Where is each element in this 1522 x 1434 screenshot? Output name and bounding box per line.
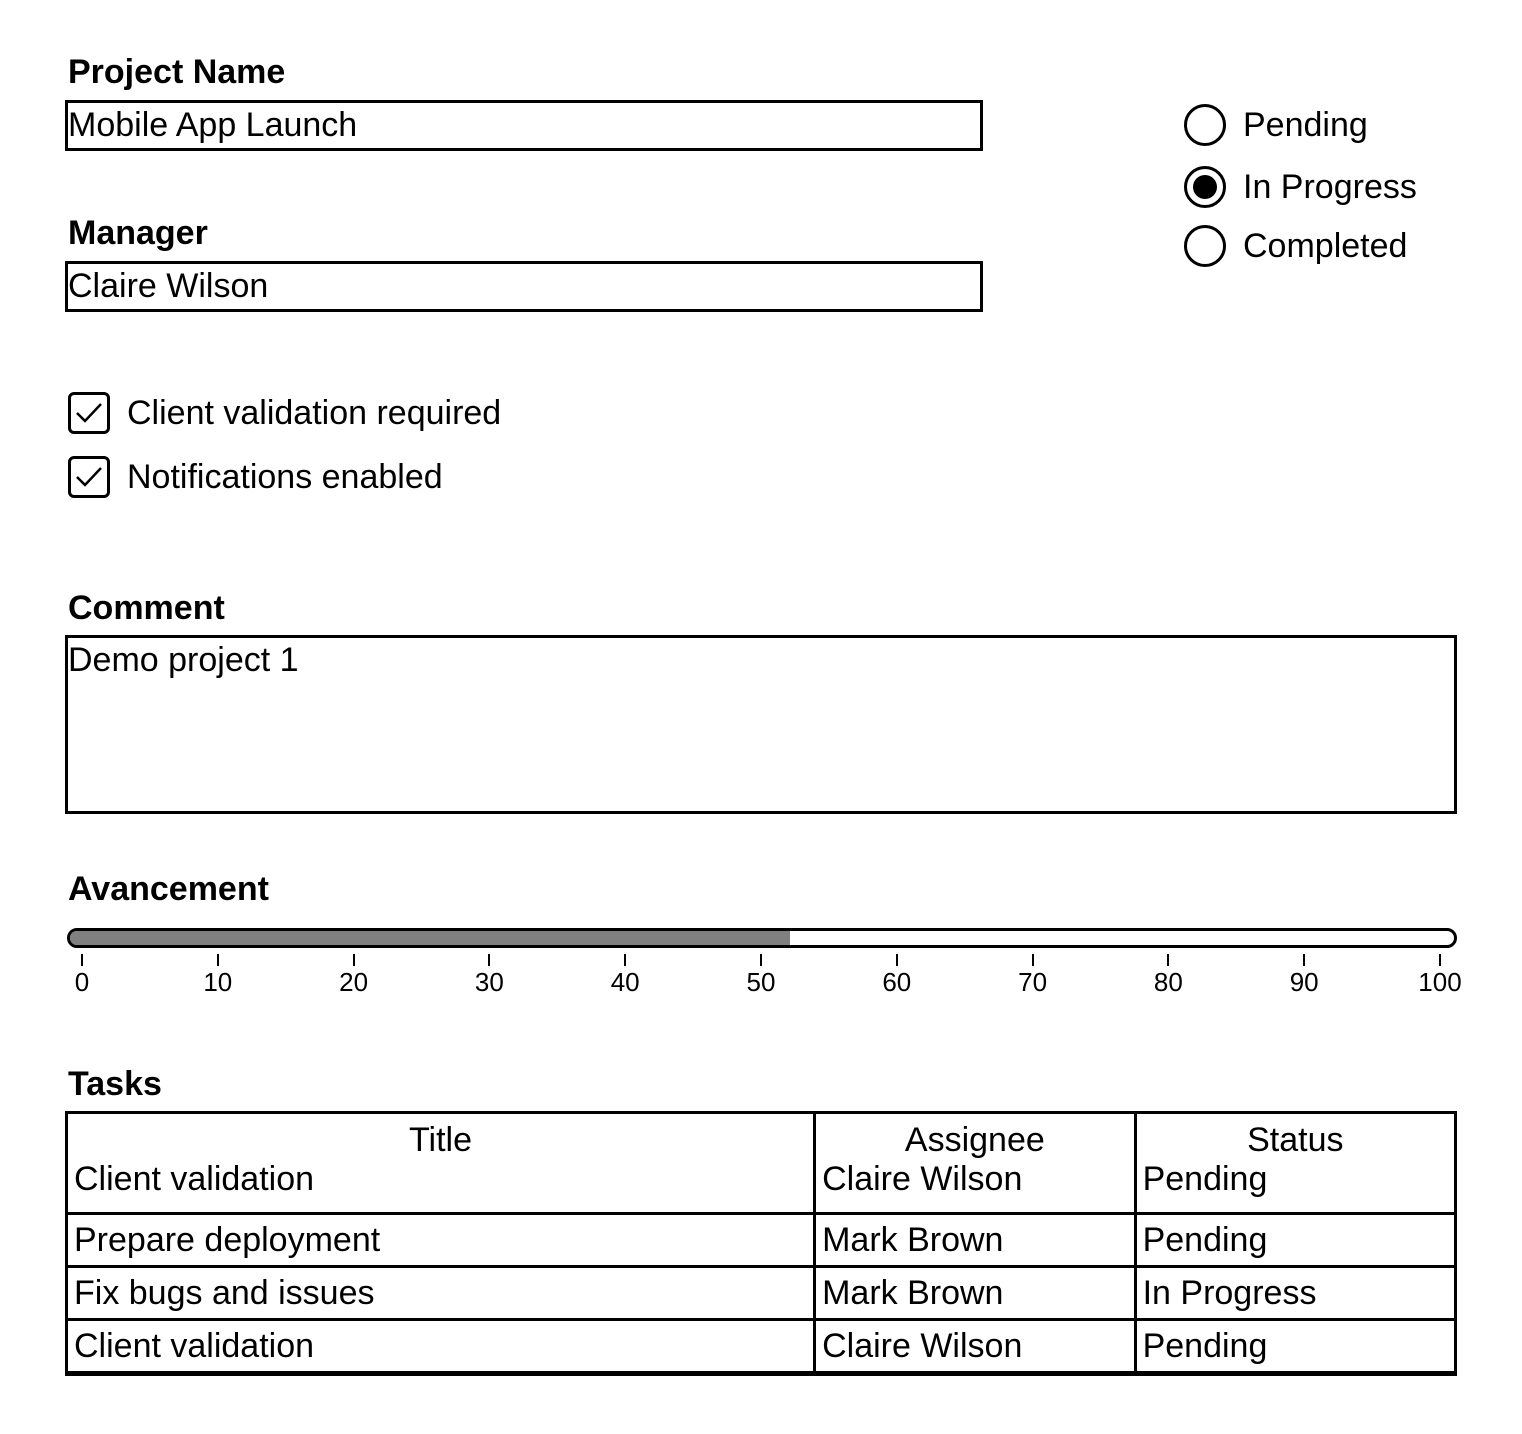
- progress-tick-label: 90: [1289, 967, 1319, 997]
- task-title-cell: Prepare deployment: [67, 1214, 815, 1267]
- progress-slider-fill: [70, 931, 790, 945]
- progress-tick: [1303, 954, 1305, 966]
- progress-tick-label: 0: [74, 967, 90, 997]
- task-assignee-cell: Claire Wilson: [815, 1320, 1136, 1374]
- task-assignee-cell: Mark Brown: [815, 1214, 1136, 1267]
- progress-label: Avancement: [68, 870, 269, 908]
- table-header-row: [67, 1113, 1456, 1161]
- progress-tick: [353, 954, 355, 966]
- task-title-cell: Fix bugs and issues: [67, 1267, 815, 1320]
- progress-tick-label: 70: [1018, 967, 1048, 997]
- task-assignee-cell: Mark Brown: [815, 1267, 1136, 1320]
- task-status-cell: In Progress: [1135, 1267, 1455, 1320]
- radio-pending-button[interactable]: [1184, 104, 1226, 146]
- progress-tick: [1439, 954, 1441, 966]
- table-row[interactable]: [67, 1267, 1456, 1320]
- task-status-cell: Pending: [1135, 1214, 1455, 1267]
- progress-tick-label: 20: [339, 967, 369, 997]
- progress-tick-label: 10: [203, 967, 233, 997]
- radio-in-progress-label: In Progress: [1243, 167, 1417, 206]
- task-status-cell: Pending: [1135, 1160, 1455, 1214]
- progress-tick-label: 60: [882, 967, 912, 997]
- task-assignee-cell: Claire Wilson: [815, 1160, 1136, 1214]
- progress-tick: [81, 954, 83, 966]
- project-name-input[interactable]: Mobile App Launch: [65, 100, 983, 151]
- checkbox-client-validation[interactable]: [68, 392, 501, 434]
- progress-tick-label: 100: [1418, 967, 1462, 997]
- column-header-title[interactable]: Title: [409, 1121, 473, 1159]
- project-name-label: Project Name: [68, 53, 286, 91]
- tasks-table: [65, 1111, 1457, 1376]
- task-status-cell: Pending: [1135, 1320, 1455, 1374]
- column-header-status[interactable]: Status: [1135, 1113, 1455, 1161]
- task-title-cell: Client validation: [67, 1320, 815, 1374]
- table-row[interactable]: [67, 1320, 1456, 1374]
- manager-label: Manager: [68, 214, 208, 252]
- tasks-label: Tasks: [68, 1065, 162, 1103]
- table-row[interactable]: [67, 1214, 1456, 1267]
- radio-completed-label: Completed: [1243, 226, 1408, 265]
- progress-tick: [760, 954, 762, 966]
- task-title-cell: Client validation: [74, 1160, 315, 1198]
- checkmark-icon: [74, 465, 104, 489]
- progress-tick: [624, 954, 626, 966]
- progress-tick: [217, 954, 219, 966]
- radio-option-pending[interactable]: [1184, 104, 1368, 146]
- radio-completed-button[interactable]: [1184, 225, 1226, 267]
- checkbox-notifications[interactable]: [68, 456, 443, 498]
- progress-tick-label: 30: [474, 967, 504, 997]
- progress-slider[interactable]: [67, 928, 1457, 948]
- table-row[interactable]: [67, 1160, 1456, 1214]
- progress-tick-label: 40: [610, 967, 640, 997]
- progress-tick-label: 50: [746, 967, 776, 997]
- progress-tick: [896, 954, 898, 966]
- comment-label: Comment: [68, 589, 225, 627]
- radio-option-completed[interactable]: [1184, 225, 1407, 267]
- comment-textarea[interactable]: Demo project 1: [65, 635, 1457, 814]
- radio-in-progress-button[interactable]: [1184, 166, 1226, 208]
- radio-pending-label: Pending: [1243, 105, 1368, 144]
- column-header-assignee[interactable]: Assignee: [815, 1113, 1136, 1161]
- radio-option-in-progress[interactable]: [1184, 166, 1417, 208]
- progress-tick: [1032, 954, 1034, 966]
- checkbox-client-validation-box[interactable]: [68, 392, 110, 434]
- checkbox-notifications-box[interactable]: [68, 456, 110, 498]
- checkbox-notifications-label: Notifications enabled: [127, 457, 443, 496]
- progress-tick: [1167, 954, 1169, 966]
- progress-tick-label: 80: [1153, 967, 1183, 997]
- manager-input[interactable]: Claire Wilson: [65, 261, 983, 312]
- progress-tick: [488, 954, 490, 966]
- checkmark-icon: [74, 401, 104, 425]
- checkbox-client-validation-label: Client validation required: [127, 393, 502, 432]
